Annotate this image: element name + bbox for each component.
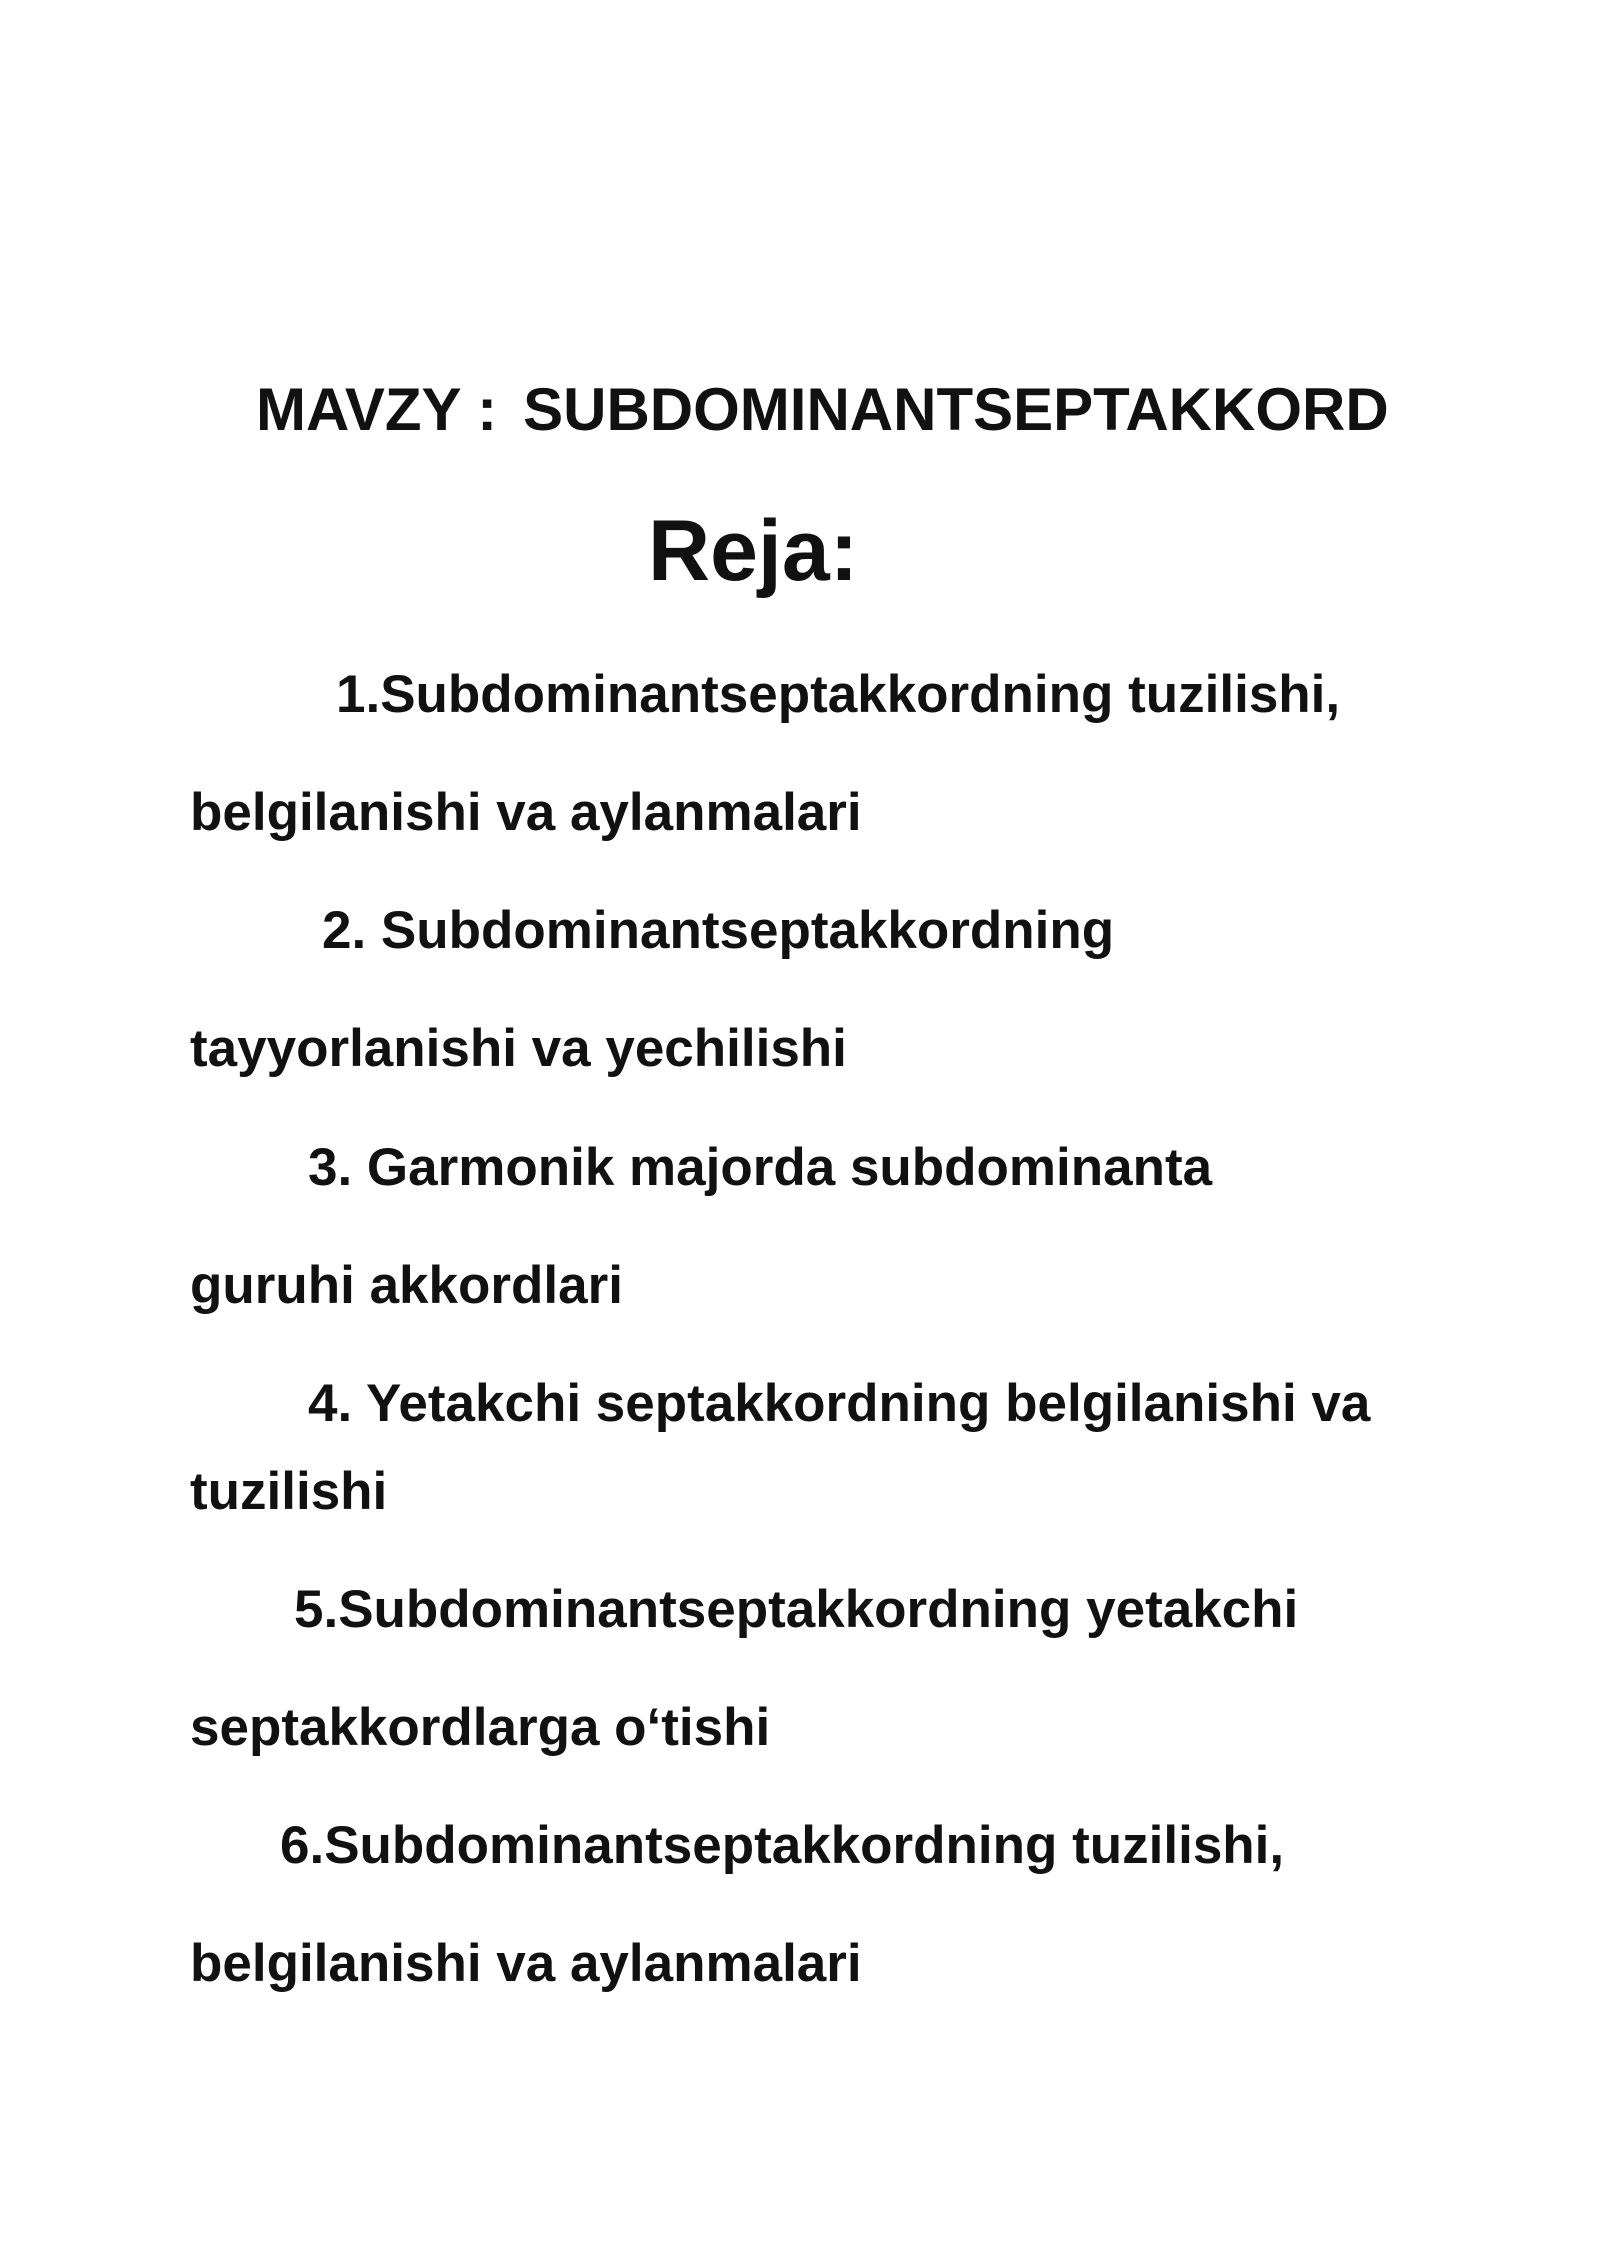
plan-item-4-line-2: tuzilishi xyxy=(190,1462,388,1521)
plan-item-3-line-2: guruhi akkordlari xyxy=(190,1256,623,1315)
plan-item-5-line-1: 5.Subdominantseptakkordning yetakchi xyxy=(294,1580,1299,1639)
plan-item-6-line-2: belgilanishi va aylanmalari xyxy=(190,1934,862,1993)
topic-label: MAVZY : xyxy=(256,376,498,443)
topic-value: SUBDOMINANTSEPTAKKORD xyxy=(523,376,1389,443)
plan-item-4-line-1: 4. Yetakchi septakkordning belgilanishi va xyxy=(308,1374,1371,1433)
plan-item-1-line-1: 1.Subdominantseptakkordning tuzilishi, xyxy=(336,665,1341,724)
plan-item-3-line-1: 3. Garmonik majorda subdominanta xyxy=(308,1138,1213,1197)
topic-title xyxy=(256,376,1389,443)
plan-heading: Reja: xyxy=(648,503,859,599)
plan-item-6-line-1: 6.Subdominantseptakkordning tuzilishi, xyxy=(280,1816,1285,1875)
plan-item-5-line-2: septakkordlarga o‘tishi xyxy=(190,1698,771,1757)
plan-item-2-line-1: 2. Subdominantseptakkordning xyxy=(322,901,1115,960)
plan-item-1-line-2: belgilanishi va aylanmalari xyxy=(190,783,862,842)
plan-item-2-line-2: tayyorlanishi va yechilishi xyxy=(190,1019,847,1078)
